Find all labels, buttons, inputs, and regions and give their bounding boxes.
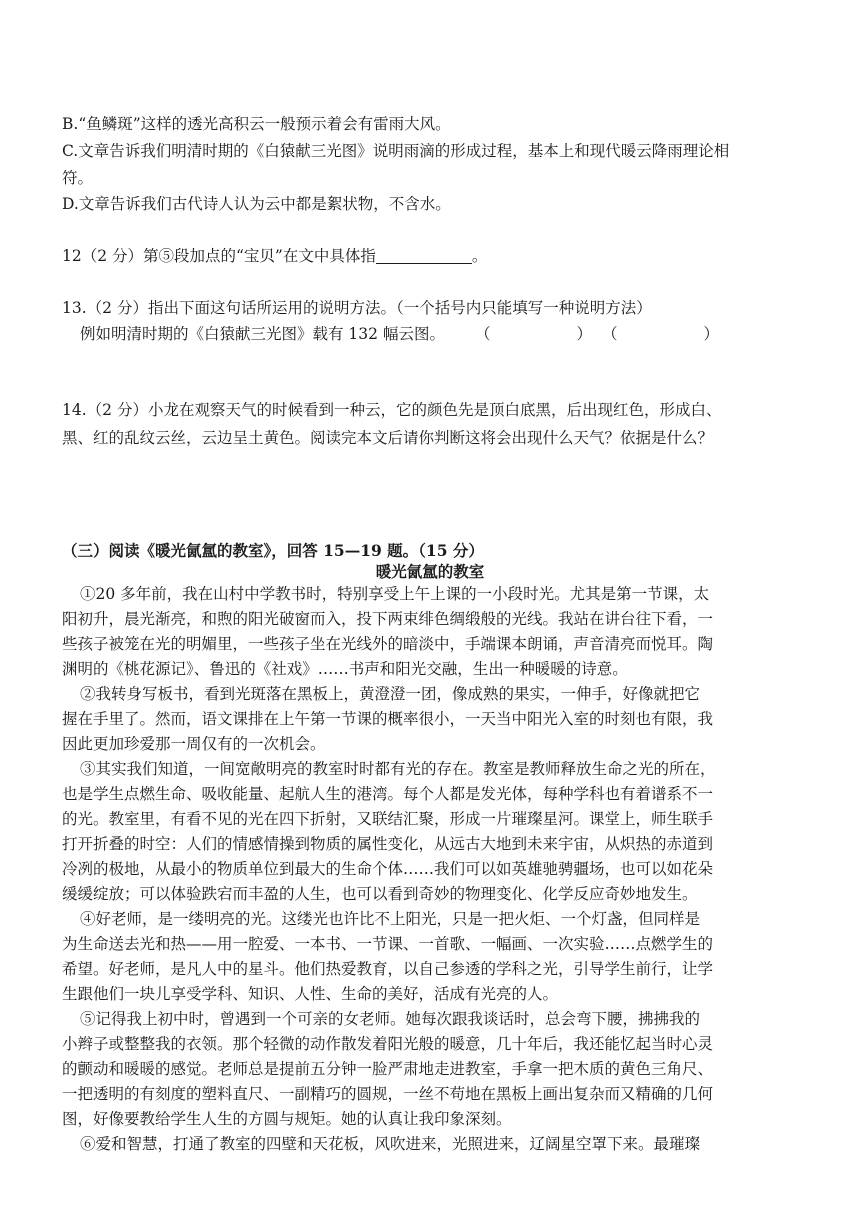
body-line: 的光。教室里，有看不见的光在四下折射，又联结汇聚，形成一片璀璨星河。课堂上，师生联手 (62, 810, 714, 828)
section-heading: （三）阅读《暖光氤氲的教室》，回答 15—19 题。（15 分） (62, 541, 484, 560)
question-13: 13.（2 分）指出下面这句话所运用的说明方法。（一个括号内只能填写一种说明方法） (62, 299, 652, 317)
body-line: 握在手里了。然而，语文课排在上午第一节课的概率很小，一天当中阳光入室的时刻也有限，我 (62, 710, 714, 728)
body-line: 生跟他们一块儿享受学科、知识、人性、生命的美好，活成有光亮的人。 (62, 985, 559, 1003)
body-line: 的颤动和暖暖的感觉。老师总是提前五分钟一脸严肃地走进教室，手拿一把木质的黄色三角尺、 (62, 1060, 714, 1078)
option-c-line-1: C.文章告诉我们明清时期的《白猿献三光图》说明雨滴的形成过程，基本上和现代暖云降雨理论相 (62, 142, 730, 160)
body-line: 打开折叠的时空：人们的情感情操到物质的属性变化，从远古大地到未来宇宙，从炽热的赤道到 (62, 835, 714, 853)
body-line: 小辫子或整整我的衣领。那个轻微的动作散发着阳光般的暖意，几十年后，我还能忆起当时心灵 (62, 1035, 714, 1053)
body-line: ②我转身写板书，看到光斑落在黑板上，黄澄澄一团，像成熟的果实，一伸手，好像就把它 (80, 685, 701, 703)
paren-close: ） (576, 325, 592, 343)
body-line: ①20 多年前，我在山村中学教书时，特别享受上午上课的一小段时光。尤其是第一节课，太 (80, 585, 710, 603)
body-line: 缓缓绽放；可以体验跌宕而丰盈的人生，也可以看到奇妙的物理变化、化学反应奇妙地发生。 (62, 885, 698, 903)
paren-open: （ (601, 325, 618, 343)
question-14-line-1: 14.（2 分）小龙在观察天气的时候看到一种云，它的颜色先是顶白底黑，后出现红色，形成白、 (62, 401, 722, 419)
question-12-text: 12（2 分）第⑤段加点的“宝贝”在文中具体指 (62, 247, 376, 265)
option-d: D.文章告诉我们古代诗人认为云中都是絮状物，不含水。 (62, 195, 451, 213)
question-14-line-2: 黑、红的乱纹云丝，云边呈土黄色。阅读完本文后请你判断这将会出现什么天气？依据是什么？ (62, 429, 714, 447)
body-line: ③其实我们知道，一间宽敞明亮的教室时时都有光的存在。教室是教师释放生命之光的所在， (80, 760, 716, 778)
body-line: 也是学生点燃生命、吸收能量、起航人生的港湾。每个人都是发光体，每种学科也有着谱系不一 (62, 785, 714, 803)
body-line: 冷冽的极地，从最小的物质单位到最大的生命个体……我们可以如英雄驰骋疆场，也可以如花朵 (62, 860, 714, 878)
body-line: 些孩子被笼在光的明媚里，一些孩子坐在光线外的暗淡中，手端课本朗诵，声音清亮而悦耳。陶 (62, 635, 714, 653)
body-line: 一把透明的有刻度的塑料直尺、一副精巧的圆规，一丝不苟地在黑板上画出复杂而又精确的几何 (62, 1085, 714, 1103)
question-13-example-text: 例如明清时期的《白猿献三光图》载有 132 幅云图。 (80, 325, 445, 343)
question-12-end: 。 (471, 247, 488, 265)
question-13-example (80, 322, 719, 344)
option-b: B.“鱼鳞斑”这样的透光高积云一般预示着会有雷雨大风。 (62, 115, 451, 133)
paren-open: （ (474, 325, 491, 343)
body-line: ⑤记得我上初中时，曾遇到一个可亲的女老师。她每次跟我谈话时，总会弯下腰，拂拂我的 (80, 1010, 701, 1028)
paren-close: ） (703, 325, 720, 343)
answer-blank[interactable] (376, 248, 472, 265)
question-12 (62, 244, 487, 266)
article-title: 暖光氤氲的教室 (375, 562, 485, 581)
body-line: 图，好像要教给学生人生的方圆与规矩。她的认真让我印象深刻。 (62, 1110, 512, 1128)
option-c-line-2: 符。 (62, 169, 94, 187)
body-line: 因此更加珍爱那一周仅有的一次机会。 (62, 735, 326, 753)
body-line: 希望。好老师，是凡人中的星斗。他们热爱教育，以自己参透的学科之光，引导学生前行，让学 (62, 960, 714, 978)
body-line: 为生命送去光和热——用一腔爱、一本书、一节课、一首歌、一幅画、一次实验……点燃学生的 (62, 935, 714, 953)
body-line: 阳初升，晨光渐亮，和煦的阳光破窗而入，投下两束绯色绸缎般的光线。我站在讲台往下看，一 (62, 610, 714, 628)
body-line: ④好老师，是一缕明亮的光。这缕光也许比不上阳光，只是一把火炬、一个灯盏，但同样是 (80, 910, 701, 928)
body-line: 渊明的《桃花源记》、鲁迅的《社戏》……书声和阳光交融，生出一种暖暖的诗意。 (62, 660, 628, 678)
body-line: ⑥爱和智慧，打通了教室的四壁和天花板，风吹进来，光照进来，辽阔星空罩下来。最璀璨 (80, 1135, 701, 1153)
